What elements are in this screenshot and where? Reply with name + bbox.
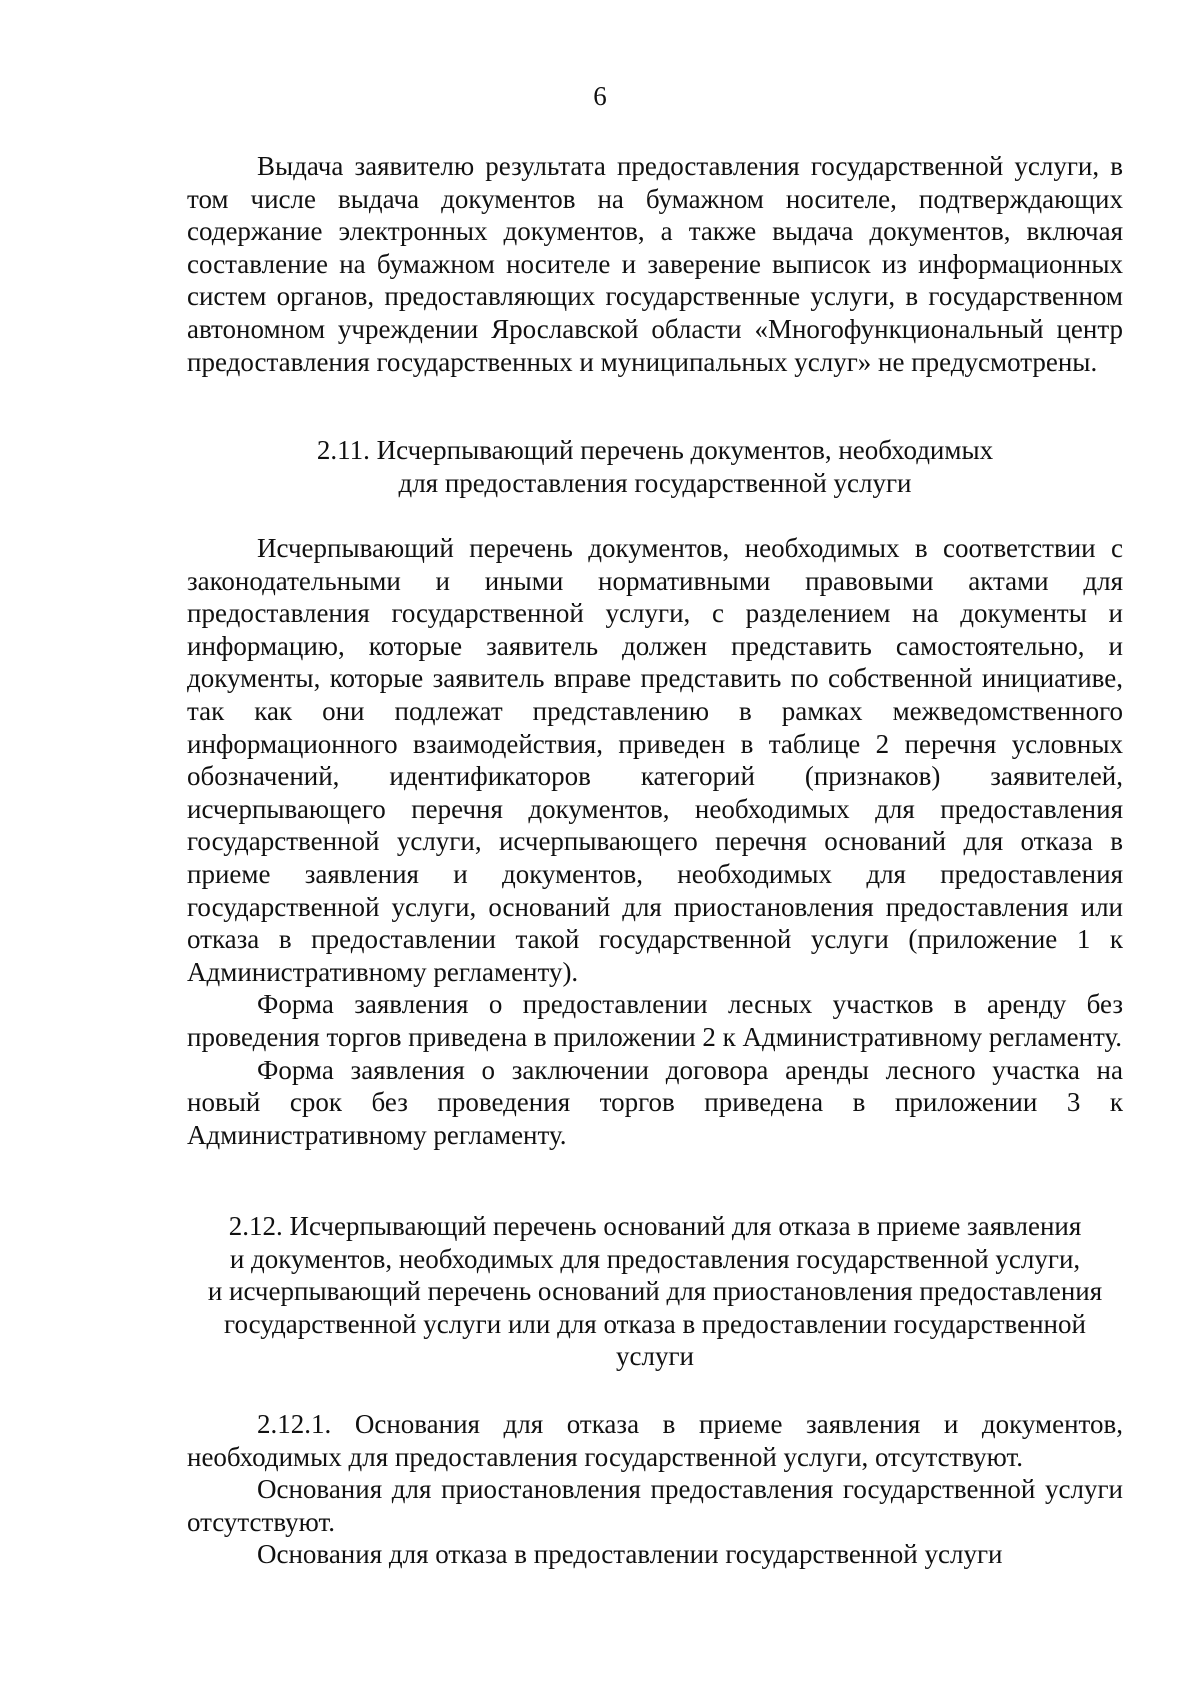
heading-line: государственной услуги или для отказа в предоставлении государственной [224, 1308, 1086, 1339]
heading-line: для предоставления государственной услуги [398, 467, 912, 498]
paragraph-denial-grounds: Основания для отказа в предоставлении государственной услуги [257, 1539, 1003, 1570]
section-2-11-body [187, 532, 1123, 1151]
heading-line: и документов, необходимых для предоставления государственной услуги, [229, 1243, 1081, 1274]
heading-line: и исчерпывающий перечень оснований для приостановления предоставления [207, 1276, 1103, 1307]
paragraph-suspension-grounds: Основания для приостановления предоставления государственной услуги отсутствуют. [187, 1474, 1123, 1537]
paragraph-documents-list: Исчерпывающий перечень документов, необходимых в соответствии с законодательными и иными нормативными правовыми актами для предоставления государственной услуги, с разделением на документы и информацию, которые заявитель должен представить самостоятельно, и документы, которые заявитель вправе представить по собственной инициативе, так как они подлежат представлению в рамках межведомственного информационного взаимодействия, приведен в таблице 2 перечня условных обозначений, идентификаторов категорий (признаков) заявителей, исчерпывающего перечня документов, необходимых для предоставления государственной услуги, исчерпывающего перечня оснований для отказа в приеме заявления и документов, необходимых для предоставления государственной услуги, оснований для приостановления предоставления или отказа в предоставлении такой государственной услуги (приложение 1 к Административному регламенту). [187, 533, 1123, 987]
section-heading [187, 1210, 1123, 1373]
paragraph-refusal-grounds: 2.12.1. Основания для отказа в приеме заявления и документов, необходимых для предоставления государственной услуги, отсутствуют. [187, 1409, 1123, 1472]
heading-line: услуги [616, 1341, 694, 1372]
page-number: 6 [593, 81, 607, 111]
section-2-12-body [187, 1408, 1123, 1571]
paragraph-result-issuance: Выдача заявителю результата предоставления государственной услуги, в том числе выдача документов на бумажном носителе, подтверждающих содержание электронных документов, а также выдача документов, включая составление на бумажном носителе и заверение выписок из информационных систем органов, предоставляющих государственные услуги, в государственном автономном учреждении Ярославской области «Многофункциональный центр предоставления государственных и муниципальных услуг» не предусмотрены. [187, 151, 1123, 377]
paragraph-form-appendix-2: Форма заявления о предоставлении лесных участков в аренду без проведения торгов приведена в приложении 2 к Административному регламенту. [187, 989, 1123, 1052]
section-heading [187, 434, 1123, 499]
intro-section [187, 150, 1123, 378]
paragraph-form-appendix-3: Форма заявления о заключении договора аренды лесного участка на новый срок без проведения торгов приведена в приложении 3 к Административному регламенту. [187, 1054, 1123, 1150]
heading-2-11 [187, 434, 1123, 499]
heading-2-12 [187, 1210, 1123, 1373]
heading-line: 2.12. Исчерпывающий перечень оснований для отказа в приеме заявления [228, 1211, 1082, 1241]
heading-line: 2.11. Исчерпывающий перечень документов, необходимых [316, 435, 994, 465]
